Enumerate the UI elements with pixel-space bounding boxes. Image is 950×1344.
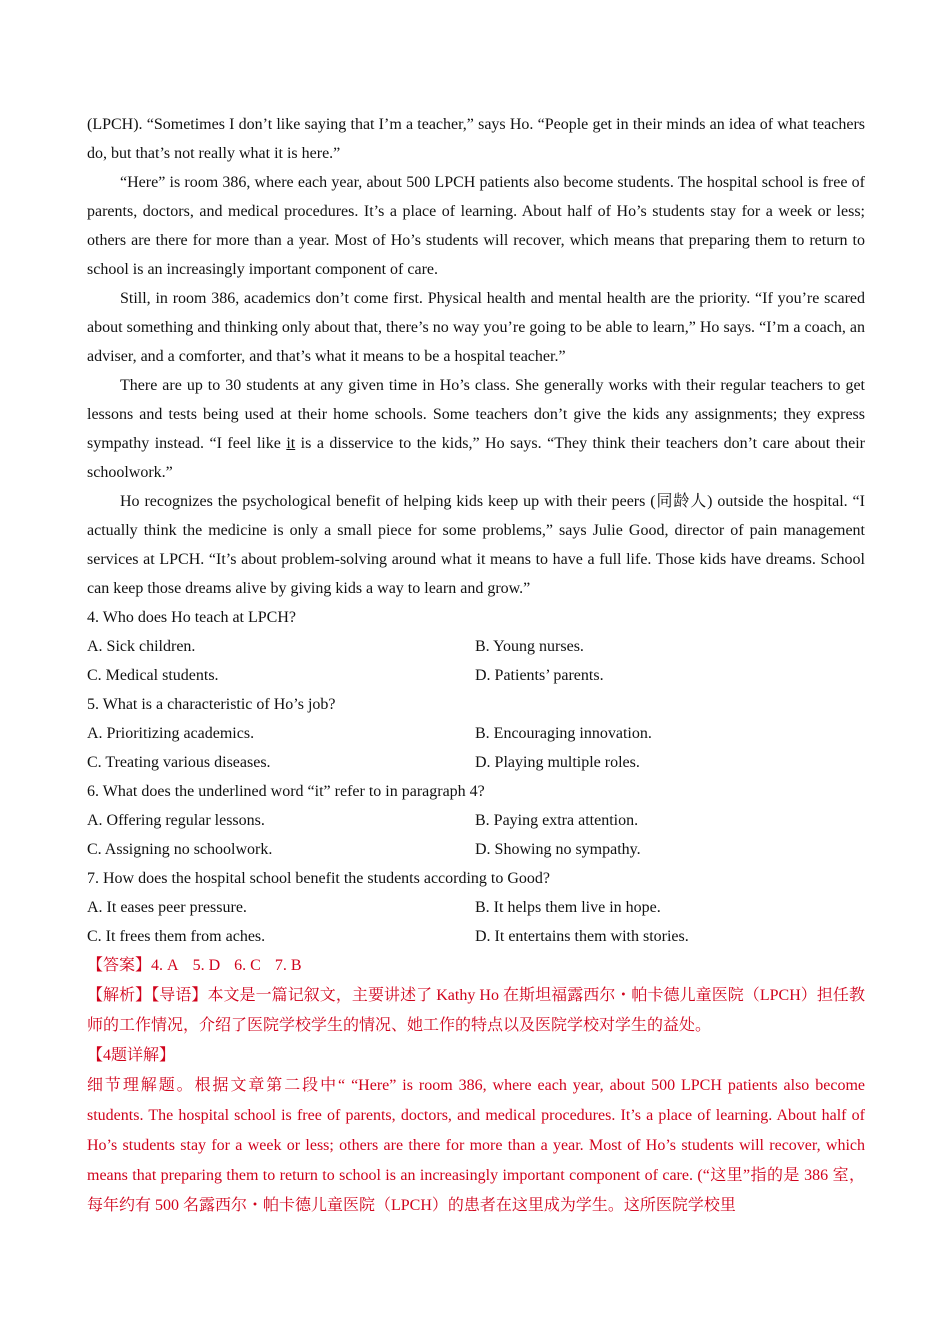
option-c: C. It frees them from aches. xyxy=(87,928,266,945)
option-row xyxy=(87,806,865,835)
passage-paragraph-1: (LPCH). “Sometimes I don’t like saying that I’m a teacher,” says Ho. “People get in their minds an idea of what teachers do, but that’s not really what it is here.” xyxy=(87,116,865,162)
option-d: D. It entertains them with stories. xyxy=(475,928,689,945)
option-a: A. Prioritizing academics. xyxy=(87,725,255,742)
question-stem: 5. What is a characteristic of Ho’s job? xyxy=(87,696,336,713)
analysis-label: 【解析】 xyxy=(87,987,152,1004)
option-row xyxy=(87,632,865,661)
question-4 xyxy=(87,603,865,690)
option-c: C. Medical students. xyxy=(87,667,219,684)
question-stem: 6. What does the underlined word “it” refer to in paragraph 4? xyxy=(87,783,485,800)
paragraph-4-text-after: is a disservice to the kids,” Ho says. “They think their teachers don’t care about their schoolwork.” xyxy=(87,435,866,481)
option-a: A. It eases peer pressure. xyxy=(87,899,247,916)
option-row xyxy=(87,922,865,951)
underlined-word-it: it xyxy=(286,435,296,452)
question-stem: 4. Who does Ho teach at LPCH? xyxy=(87,609,296,626)
paragraph-4-text-before: There are up to 30 students at any given time in Ho’s class. She generally works with their regular teachers to get lessons and tests being used at their home schools. Some teachers don’t give the kids any assignments; they express sympathy instead. “I feel like xyxy=(87,377,865,452)
option-row xyxy=(87,748,865,777)
option-a: A. Offering regular lessons. xyxy=(87,812,265,829)
q4-detail-label: 【4题详解】 xyxy=(87,1047,176,1064)
option-row xyxy=(87,661,865,690)
answer-line xyxy=(87,951,865,981)
passage-paragraph-2: “Here” is room 386, where each year, about 500 LPCH patients also become students. The hospital school is free of parents, doctors, and medical procedures. It’s a place of learning. About half of Ho’s students stay for a week or less; others are there for more than a year. Most of Ho’s students will recover, which means that preparing them to return to school is an increasingly important component of care. xyxy=(87,174,865,278)
answer-4: 4. A xyxy=(151,957,179,974)
option-b: B. Encouraging innovation. xyxy=(475,725,652,742)
passage-paragraph-5: Ho recognizes the psychological benefit of helping kids keep up with their peers (同龄人) outside the hospital. “I actually think the medicine is only a small piece for some problems,” says Julie Good, director of pain management services at LPCH. “It’s about problem-solving around what it means to have a full life. Those kids have dreams. School can keep those dreams alive by giving kids a way to learn and grow.” xyxy=(87,493,865,597)
option-c: C. Treating various diseases. xyxy=(87,754,271,771)
analysis-intro xyxy=(87,981,865,1041)
option-d: D. Patients’ parents. xyxy=(475,667,604,684)
option-row xyxy=(87,719,865,748)
answer-7: 7. B xyxy=(274,957,302,974)
question-stem: 7. How does the hospital school benefit the students according to Good? xyxy=(87,870,551,887)
option-b: B. Paying extra attention. xyxy=(475,812,639,829)
document-body xyxy=(87,110,865,1221)
passage-paragraph-3: Still, in room 386, academics don’t come first. Physical health and mental health are the priority. “If you’re scared about something and thinking only about that, there’s no way you’re going to be able to learn,” Ho says. “I’m a coach, an adviser, and a comforter, and that’s what it means to be a hospital teacher.” xyxy=(87,290,865,365)
question-5 xyxy=(87,690,865,777)
option-c: C. Assigning no schoolwork. xyxy=(87,841,273,858)
question-6 xyxy=(87,777,865,864)
answer-label: 【答案】 xyxy=(87,957,152,974)
option-row xyxy=(87,893,865,922)
option-d: D. Playing multiple roles. xyxy=(475,754,640,771)
intro-text: 本文是一篇记叙文，主要讲述了 Kathy Ho 在斯坦福露西尔・帕卡德儿童医院（LPCH）担任教师的工作情况，介绍了医院学校学生的情况、她工作的特点以及医院学校对学生的益处。 xyxy=(87,987,865,1034)
option-d: D. Showing no sympathy. xyxy=(475,841,641,858)
q4-detail-text: 细节理解题。根据文章第二段中“ “Here” is room 386, where each year, about 500 LPCH patients also become students. The hospital school is free of parents, doctors, and medical procedures. It’s a place of learning. About half of Ho’s students stay for a week or less; others are there for more than a year. Most of Ho’s students will recover, which means that preparing them to return to school is an increasingly important component of care. (“这里”指的是 386 室，每年约有 500 名露西尔・帕卡德儿童医院（LPCH）的患者在这里成为学生。这所医院学校里 xyxy=(87,1077,865,1214)
option-a: A. Sick children. xyxy=(87,638,196,655)
option-b: B. It helps them live in hope. xyxy=(475,899,661,916)
passage-paragraph-4 xyxy=(87,371,865,487)
option-row xyxy=(87,835,865,864)
answer-5: 5. D xyxy=(192,957,221,974)
answer-6: 6. C xyxy=(234,957,261,974)
question-7 xyxy=(87,864,865,951)
intro-label: 【导语】 xyxy=(151,987,208,1004)
option-b: B. Young nurses. xyxy=(475,638,584,655)
